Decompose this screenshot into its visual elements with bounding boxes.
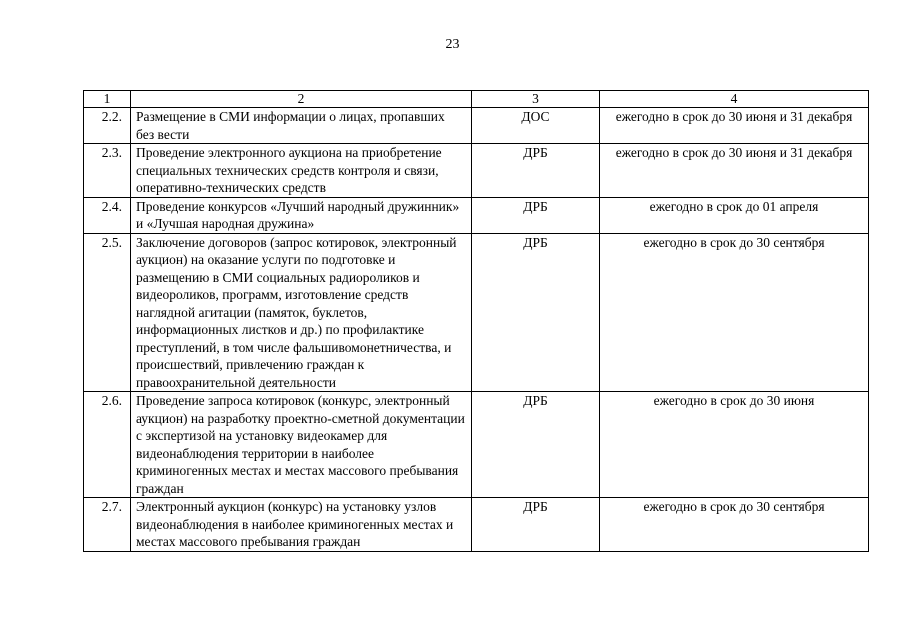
item-number: 2.6. [84,392,131,498]
item-deadline: ежегодно в срок до 30 сентября [600,233,869,392]
header-cell-4: 4 [600,91,869,108]
item-responsible: ДРБ [472,498,600,552]
item-number: 2.4. [84,197,131,233]
item-responsible: ДРБ [472,392,600,498]
item-deadline: ежегодно в срок до 30 июня и 31 декабря [600,144,869,198]
table-header-row [84,91,869,108]
item-deadline: ежегодно в срок до 01 апреля [600,197,869,233]
item-number: 2.7. [84,498,131,552]
item-description: Электронный аукцион (конкурс) на установку узлов видеонаблюдения в наиболее криминогенных местах и местах массового пребывания граждан [131,498,472,552]
item-description: Проведение электронного аукциона на приобретение специальных технических средств контроля и связи, оперативно-технических средств [131,144,472,198]
item-deadline: ежегодно в срок до 30 июня [600,392,869,498]
table-row [84,392,869,498]
header-cell-1: 1 [84,91,131,108]
item-deadline: ежегодно в срок до 30 июня и 31 декабря [600,108,869,144]
item-responsible: ДРБ [472,144,600,198]
header-cell-3: 3 [472,91,600,108]
table-row [84,144,869,198]
item-description: Заключение договоров (запрос котировок, электронный аукцион) на оказание услуги по подготовке и размещению в СМИ социальных радиороликов и видеороликов, программ, изготовление средств наглядной агитации (памяток, буклетов, информационных листков и др.) по профилактике преступлений, в том числе фальшивомонетничества, и происшествий, привлечению граждан к правоохранительной деятельности [131,233,472,392]
item-responsible: ДРБ [472,197,600,233]
table-row [84,233,869,392]
page-number: 23 [445,37,460,52]
header-cell-2: 2 [131,91,472,108]
item-number: 2.2. [84,108,131,144]
item-number: 2.5. [84,233,131,392]
table-row [84,197,869,233]
item-description: Проведение запроса котировок (конкурс, электронный аукцион) на разработку проектно-сметной документации с экспертизой на установку видеокамер для видеонаблюдения территории в наиболее криминогенных местах и местах массового пребывания граждан [131,392,472,498]
measures-table [83,90,869,552]
item-number: 2.3. [84,144,131,198]
item-responsible: ДРБ [472,233,600,392]
table-row [84,498,869,552]
item-description: Размещение в СМИ информации о лицах, пропавших без вести [131,108,472,144]
item-description: Проведение конкурсов «Лучший народный дружинник» и «Лучшая народная дружина» [131,197,472,233]
item-deadline: ежегодно в срок до 30 сентября [600,498,869,552]
table-row [84,108,869,144]
item-responsible: ДОС [472,108,600,144]
